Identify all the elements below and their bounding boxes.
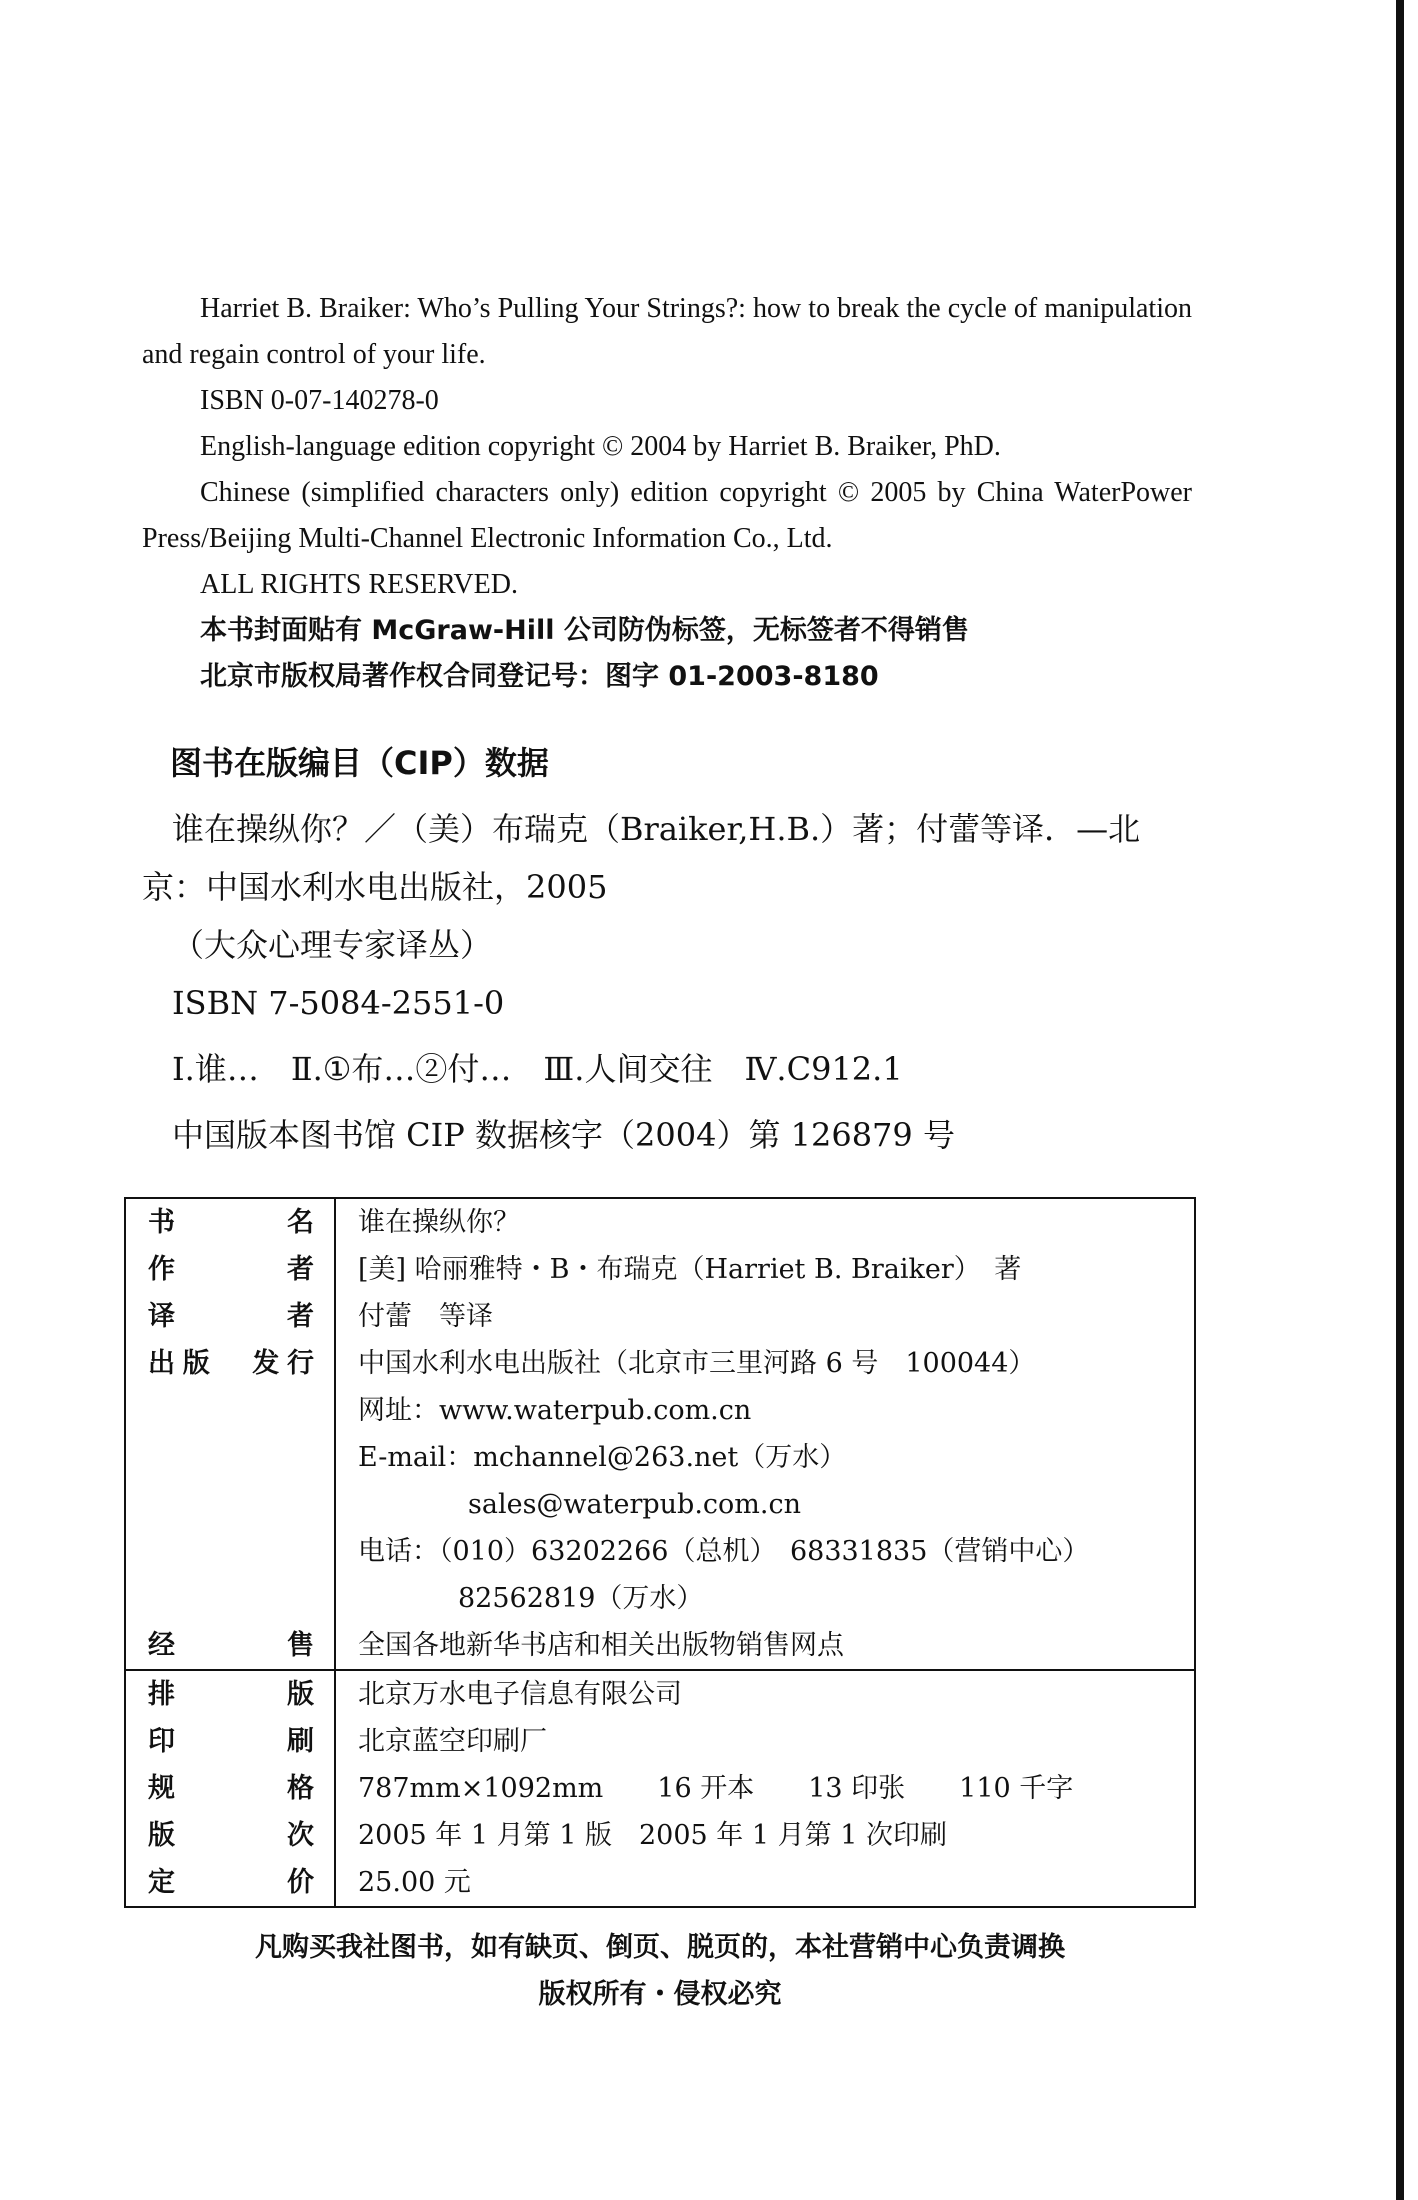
page-edge-border: [1396, 0, 1404, 2200]
english-copyright: English-language edition copyright © 2004 by Harriet B. Braiker, PhD.: [200, 431, 1001, 462]
colophon-row-distribution: [125, 1622, 1195, 1670]
isbn-english: ISBN 0-07-140278-0: [200, 385, 439, 416]
book-original-title: Harriet B. Braiker: Who’s Pulling Your Strings?: how to break the cycle of manipulation and regain control of your life.: [142, 293, 1192, 370]
colophon-row-spec: [125, 1765, 1195, 1812]
translator-value: 付蕾 等译: [358, 1301, 493, 1332]
cip-entry: 谁在操纵你？／（美）布瑞克（Braiker,H.B.）著；付蕾等译．—北京：中国水利水电出版社，2005: [142, 810, 1141, 906]
colophon-row-title: [125, 1198, 1195, 1246]
title-label: 书名: [125, 1198, 335, 1246]
publisher-label: 出版 发行: [125, 1340, 335, 1622]
cip-isbn: ISBN 7-5084-2551-0: [172, 984, 505, 1022]
spec-value: 787mm×1092mm 16 开本 13 印张 110 千字: [358, 1773, 1074, 1804]
printing-label: 印刷: [125, 1718, 335, 1765]
colophon-row-author: [125, 1246, 1195, 1293]
chinese-copyright: Chinese (simplified characters only) edition copyright © 2005 by China WaterPower Press/Beijing Multi-Channel Electronic Information Co., Ltd.: [142, 477, 1192, 554]
cip-title: 图书在版编目（CIP）数据: [170, 744, 549, 782]
colophon-row-printing: [125, 1718, 1195, 1765]
price-label: 定价: [125, 1859, 335, 1907]
website: 网址：www.waterpub.com.cn: [358, 1395, 752, 1426]
replacement-notice: 凡购买我社图书，如有缺页、倒页、脱页的，本社营销中心负责调换: [255, 1932, 1065, 1963]
typesetting-label: 排版: [125, 1670, 335, 1718]
edition-label: 版次: [125, 1812, 335, 1859]
email: E-mail：mchannel@263.net（万水）: [358, 1442, 847, 1473]
cip-block: [142, 800, 1192, 1164]
colophon-row-price: [125, 1859, 1195, 1907]
edition-value: 2005 年 1 月第 1 版 2005 年 1 月第 1 次印刷: [358, 1820, 947, 1851]
copyright-block: [142, 286, 1192, 700]
title-value: 谁在操纵你？: [358, 1207, 520, 1238]
spec-label: 规格: [125, 1765, 335, 1812]
colophon-row-translator: [125, 1293, 1195, 1340]
colophon-row-typesetting: [125, 1670, 1195, 1718]
colophon-row-publisher: [125, 1340, 1195, 1622]
typesetting-value: 北京万水电子信息有限公司: [335, 1670, 1195, 1718]
rights-notice: 版权所有・侵权必究: [538, 1979, 782, 2010]
distribution-label: 经售: [125, 1622, 335, 1670]
distribution-value: 全国各地新华书店和相关出版物销售网点: [358, 1630, 844, 1661]
price-value: 25.00 元: [358, 1867, 471, 1898]
cip-record: 中国版本图书馆 CIP 数据核字（2004）第 126879 号: [172, 1116, 955, 1154]
author-label: 作者: [125, 1246, 335, 1293]
cip-series: （大众心理专家译丛）: [172, 926, 493, 964]
phone: 电话：（010）63202266（总机） 68331835（营销中心）: [358, 1536, 1090, 1567]
publisher-info: [335, 1340, 1195, 1622]
printing-value: 北京蓝空印刷厂: [358, 1726, 547, 1757]
email-secondary: sales@waterpub.com.cn: [468, 1489, 801, 1520]
publisher-value: 中国水利水电出版社（北京市三里河路 6 号 100044）: [358, 1348, 1036, 1379]
author-value: [美] 哈丽雅特・B・布瑞克（Harriet B. Braiker） 著: [358, 1254, 1022, 1285]
cip-classification: Ⅰ.谁… Ⅱ.①布…②付… Ⅲ.人间交往 Ⅳ.C912.1: [172, 1050, 903, 1088]
anti-counterfeit-notice: 本书封面贴有 McGraw-Hill 公司防伪标签，无标签者不得销售: [200, 615, 969, 646]
registration-number: 北京市版权局著作权合同登记号：图字 01-2003-8180: [200, 661, 879, 692]
colophon-table: [124, 1197, 1196, 1908]
phone-secondary: 82562819（万水）: [458, 1583, 704, 1614]
rights-reserved: ALL RIGHTS RESERVED.: [200, 569, 518, 600]
translator-label: 译者: [125, 1293, 335, 1340]
colophon-row-edition: [125, 1812, 1195, 1859]
